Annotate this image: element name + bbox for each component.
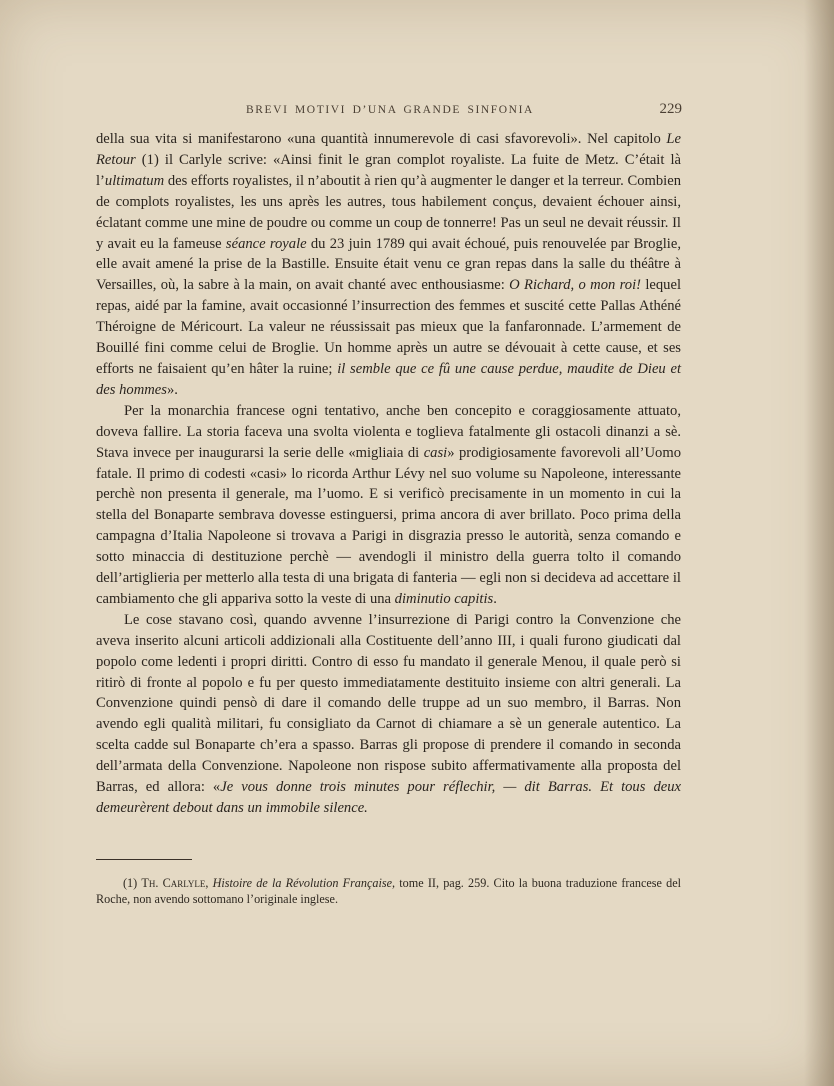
italic-text: Je vous donne trois minutes pour réflechir, — dit Barras. Et tous deux demeurèrent debout dans un immobile silence. — [96, 779, 682, 816]
text-run: des efforts royalistes, il n’aboutit à rien qu’à augmenter le danger et la terreur. Combien de complots royalistes, les uns après les autres, tous habilement conçus, devaient échouer ainsi, éclatant comme une mine de poudre ou comme un coup de tonnerre! Pas un seul ne devait réussir. Il y avait eu la fameuse — [96, 172, 681, 252]
footnote-text: tome II, pag. 259. Cito la buona traduzione francese del Roche, non avendo sottomano l’originale inglese. — [96, 876, 682, 906]
paragraph — [96, 610, 681, 819]
italic-text: diminutio capitis — [394, 590, 494, 607]
footnote-author: Th. Carlyle, — [141, 876, 209, 890]
italic-text: il semble que ce fû une cause perdue, maudite de Dieu et des hommes — [96, 360, 681, 398]
running-title: BREVI MOTIVI D’UNA GRANDE SINFONIA — [246, 104, 534, 116]
text-run: . — [493, 590, 497, 607]
text-run: du 23 juin 1789 qui avait échoué, puis renouvelée par Broglie, elle avait amené la prise de la Bastille. Ensuite était venu ce gran repas dans la salle du théâtre à Versailles, où, la sabre à la main, on avait chanté avec enthousiasme: — [96, 235, 681, 294]
italic-text: séance royale — [225, 235, 307, 252]
italic-text: casi — [423, 444, 448, 461]
italic-text: O Richard, o mon roi! — [509, 277, 641, 294]
text-run: (1) il Carlyle scrive: «Ainsi finit le gran complot royaliste. La fuite de Metz. C’était là l’ — [96, 151, 681, 189]
footnote-separator — [96, 859, 192, 860]
text-run: lequel repas, aidé par la famine, avait occasionné l’insurrection des femmes et suscité cette Pallas Athéné Théroigne de Méricourt. La valeur ne réussissait pas mieux que la fanfaronnade. L’armement de Bouillé fini comme celui de Broglie. Un homme après un autre se dévouait à cette cause, et ses efforts ne faisaient qu’en hâter la ruine; — [96, 277, 682, 377]
page-header — [96, 100, 682, 124]
text-run: della sua vita si manifestarono «una quantità innumerevole di casi sfavorevoli». Nel capitolo — [96, 131, 667, 147]
footnote — [96, 875, 681, 907]
text-run: Le cose stavano così, quando avvenne l’insurrezione di Parigi contro la Convenzione che aveva inserito alcuni articoli addizionali alla Costituente dell’anno III, i quali furono giudicati dal popolo come ledenti i propri diritti. Contro di esso fu mandato il generale Menou, il quale però si ritirò di fronte al popolo e fu per questo immediatamente destituito insieme con altri generali. La Convenzione quindi pensò di dare il comando delle truppe ad un suo membro, il Barras. Non avendo egli qualità militari, fu consigliato da Carnot di chiamare a sè un generale autentico. La scelta cadde sul Bonaparte ch’era a spasso. Barras gli propose di prendere il comando in seconda dell’armata della Convenzione. Napoleone non rispose subito affermativamente alla proposta del Barras, ed allora: « — [96, 611, 681, 796]
page-number: 229 — [659, 101, 682, 117]
footnote-marker: (1) — [123, 876, 138, 890]
body-text — [96, 129, 681, 819]
italic-text: Le Retour — [96, 131, 681, 168]
paragraph — [96, 129, 681, 401]
text-run: ». — [166, 381, 178, 398]
text-run: » prodigiosamente favorevoli all’Uomo fatale. Il primo di codesti «casi» lo ricorda Arthur Lévy nel suo volume su Napoleone, interessante perchè non presenta il generale, ma l’uomo. E si verificò precisamente in un momento in cui la stella del Bonaparte sembrava dovesse estinguersi, prima ancora di aver brillato. Poco prima della campagna d’Italia Napoleone si trovava a Parigi in disgrazia presso le autorità, senza comando e sotto minaccia di destituzione perchè — avendogli il ministro della guerra tolto il comando dell’artiglieria per metterlo alla testa di una brigata di fanteria — egli non si decideva ad accettare il cambiamento che gli appariva sotto la veste di una — [96, 444, 681, 607]
paragraph — [96, 401, 681, 610]
text-run: Per la monarchia francese ogni tentativo, anche ben concepito e coraggiosamente attuato, doveva fallire. La storia faceva una svolta violenta e toglieva fatalmente gli ostacoli dinanzi a sè. Stava invece per inaugurarsi la serie delle «migliaia di — [96, 402, 681, 461]
footnote-work-title: Histoire de la Révolution Française, — [212, 876, 396, 890]
italic-text: ultimatum — [104, 172, 165, 189]
